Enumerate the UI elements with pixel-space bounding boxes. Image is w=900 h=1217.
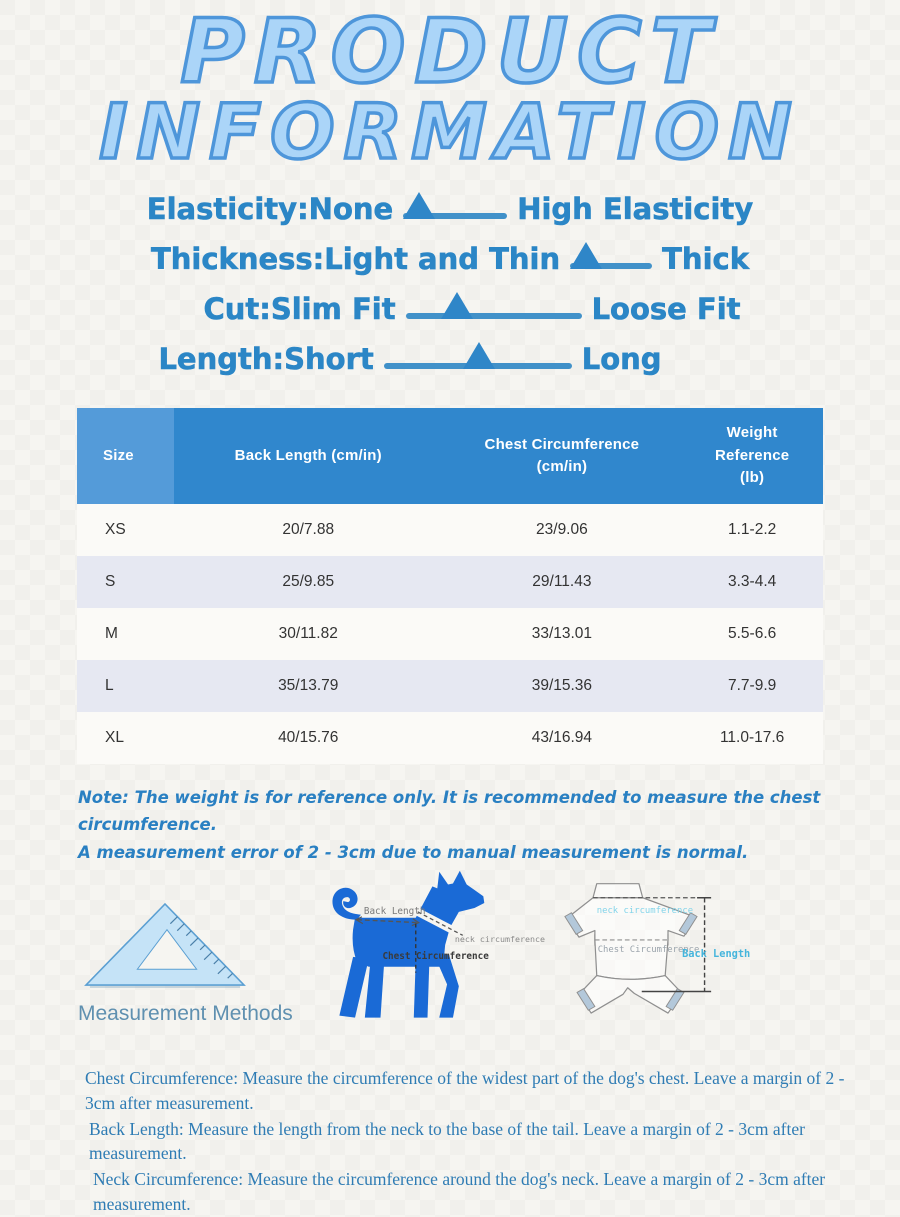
garment-back-length-label: Back Length [682, 947, 751, 960]
slider-marker [403, 192, 435, 219]
value-cell: 35/13.79 [174, 660, 443, 712]
dog-neck-label: neck circumference [454, 934, 545, 945]
size-table-container [77, 408, 823, 764]
slider-marker [570, 242, 602, 269]
value-cell: 25/9.85 [174, 556, 443, 608]
header-row [77, 408, 823, 504]
instruction-back-length: Back Length: Measure the length from the neck to the base of the tail. Leave a margin of 2 - 3cm after measurement. [89, 1118, 805, 1164]
value-cell: 23/9.06 [443, 504, 682, 556]
dog-back-length-label: Back Length [363, 905, 426, 917]
dog-chest-label: Chest Circumference [382, 950, 489, 962]
slider-right-label: Thick [662, 242, 749, 277]
slider-track [406, 292, 582, 326]
set-square-icon [82, 898, 250, 992]
value-cell: 43/16.94 [443, 712, 682, 764]
dog-measurement-diagram [310, 868, 545, 1036]
slider-track [403, 192, 507, 226]
table-row [77, 608, 823, 660]
instruction-chest: Chest Circumference: Measure the circumference of the widest part of the dog's chest. Leave a margin of 2 - 3cm after measurement. [85, 1067, 845, 1113]
column-header-size: Size [77, 408, 174, 504]
attribute-sliders [0, 184, 900, 384]
column-header-chest: Chest Circumference (cm/in) [443, 408, 682, 504]
slider-right-label: Loose Fit [591, 292, 741, 327]
slider-left-label: Length:Short [158, 342, 374, 377]
note-text [78, 784, 900, 866]
note-line-1: Note: The weight is for reference only. It is recommended to measure the chest circumference. [78, 788, 821, 835]
column-header-weight: Weight Reference (lb) [681, 408, 823, 504]
slider-length [0, 334, 860, 384]
slider-right-label: Long [581, 342, 662, 377]
value-cell: 3.3-4.4 [681, 556, 823, 608]
size-cell: S [77, 556, 174, 608]
value-cell: 5.5-6.6 [681, 608, 823, 660]
instruction-neck: Neck Circumference: Measure the circumference around the dog's neck. Leave a margin of 2 - 3cm after measurement. [93, 1169, 826, 1215]
value-cell: 30/11.82 [174, 608, 443, 660]
slider-thickness [0, 234, 900, 284]
value-cell: 7.7-9.9 [681, 660, 823, 712]
slider-track [570, 242, 652, 276]
value-cell: 33/13.01 [443, 608, 682, 660]
measurement-instructions [85, 1066, 845, 1217]
size-cell: M [77, 608, 174, 660]
slider-marker [463, 342, 495, 369]
value-cell: 1.1-2.2 [681, 504, 823, 556]
title-line-2: INFORMATION [99, 87, 801, 177]
slider-left-label: Thickness:Light and Thin [150, 242, 561, 277]
slider-right-label: High Elasticity [517, 192, 754, 227]
slider-marker [441, 292, 473, 319]
garment-chest-label: Chest Circumference [597, 944, 700, 955]
column-header-back-length: Back Length (cm/in) [174, 408, 443, 504]
size-table-header [77, 408, 823, 504]
value-cell: 29/11.43 [443, 556, 682, 608]
value-cell: 11.0-17.6 [681, 712, 823, 764]
size-table [77, 408, 823, 764]
size-cell: XS [77, 504, 174, 556]
garment-measurement-diagram [548, 874, 848, 1034]
value-cell: 40/15.76 [174, 712, 443, 764]
page-title [0, 0, 900, 177]
slider-cut [22, 284, 900, 334]
slider-line [406, 313, 582, 319]
slider-elasticity [0, 184, 900, 234]
size-cell: L [77, 660, 174, 712]
size-table-body [77, 504, 823, 764]
table-row [77, 556, 823, 608]
size-cell: XL [77, 712, 174, 764]
note-line-2: A measurement error of 2 - 3cm due to manual measurement is normal. [78, 842, 749, 862]
garment-neck-label: neck circumference [596, 905, 694, 916]
slider-left-label: Cut:Slim Fit [203, 292, 396, 327]
table-row [77, 504, 823, 556]
table-row [77, 660, 823, 712]
table-row [77, 712, 823, 764]
measurement-methods-label: Measurement Methods [78, 1001, 293, 1025]
slider-left-label: Elasticity:None [146, 192, 394, 227]
value-cell: 39/15.36 [443, 660, 682, 712]
title-line-1: PRODUCT [180, 0, 720, 103]
slider-track [384, 342, 572, 376]
value-cell: 20/7.88 [174, 504, 443, 556]
measurement-methods-section [0, 874, 900, 1052]
